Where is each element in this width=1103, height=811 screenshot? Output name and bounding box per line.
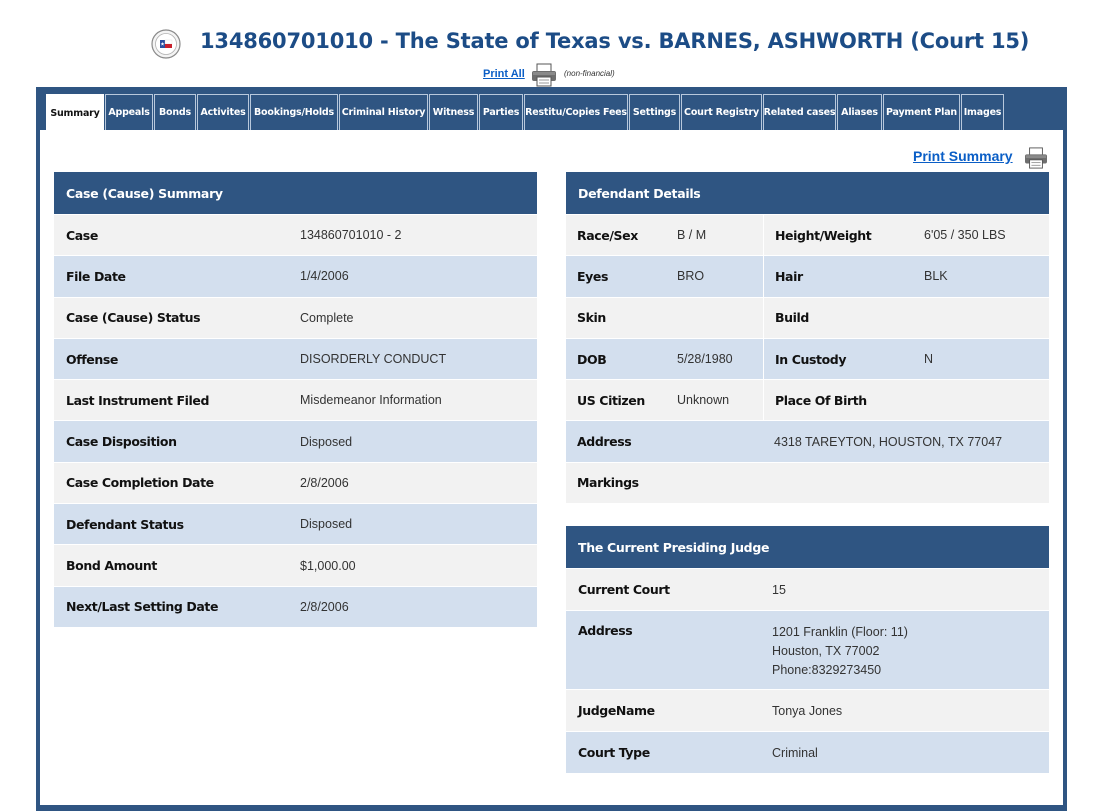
skin-label: Skin [577,310,606,326]
row-value: Disposed [300,517,353,532]
row-value: Disposed [300,434,353,449]
row-label: Case Completion Date [66,475,214,491]
place-of-birth-label: Place Of Birth [775,392,867,408]
row-label: Next/Last Setting Date [66,599,219,615]
table-row [566,297,1049,338]
case-summary-header: Case (Cause) Summary [54,172,537,214]
non-financial-note: (non-financial) [564,69,615,78]
court-type-label: Court Type [578,745,650,760]
tab-bookings-holds[interactable]: Bookings/Holds [250,94,338,130]
row-value: 1/4/2006 [300,269,349,284]
table-row [566,731,1049,773]
defendant-details-header: Defendant Details [566,172,1049,214]
judge-name-label: JudgeName [578,703,655,718]
tab-aliases[interactable]: Aliases [837,94,882,130]
judge-address-line: Houston, TX 77002 [772,644,880,658]
current-court-label: Current Court [578,582,670,597]
print-all-bar [483,62,683,88]
dob-value: 5/28/1980 [677,352,733,367]
tab-appeals[interactable]: Appeals [105,94,153,130]
tab-settings[interactable]: Settings [629,94,680,130]
page-title: 134860701010 - The State of Texas vs. BARNES, ASHWORTH (Court 15) [200,29,1030,53]
in-custody-value: N [924,352,934,367]
table-row [54,214,537,255]
table-row [566,338,1049,379]
table-row [566,610,1049,689]
build-label: Build [775,310,809,326]
tab-restitu-copies-fees[interactable]: Restitu/Copies Fees [524,94,628,130]
table-row [54,297,537,338]
tab-bonds[interactable]: Bonds [154,94,196,130]
case-summary-card [54,172,537,627]
us-citizen-label: US Citizen [577,392,645,408]
hair-value: BLK [924,269,948,284]
tab-payment-plan[interactable]: Payment Plan [883,94,960,130]
judge-address-line: 1201 Franklin (Floor: 11) [772,625,908,639]
row-value: Complete [300,310,354,325]
print-all-link[interactable]: Print All [483,68,525,80]
judge-name-value: Tonya Jones [772,703,843,718]
table-row [54,503,537,544]
race-sex-value: B / M [677,228,707,243]
table-row [54,255,537,296]
row-value: Misdemeanor Information [300,393,442,408]
address-value: 4318 TAREYTON, HOUSTON, TX 77047 [774,434,1003,449]
table-row [54,379,537,420]
row-label: Last Instrument Filed [66,392,210,408]
printer-icon[interactable] [1022,147,1050,169]
row-label: Case [66,227,98,243]
tab-images[interactable]: Images [961,94,1004,130]
tab-criminal-history[interactable]: Criminal History [339,94,428,130]
tab-summary[interactable]: Summary [46,94,104,131]
hair-label: Hair [775,268,803,284]
tab-activites[interactable]: Activites [197,94,249,130]
row-label: Offense [66,351,118,367]
row-value: $1,000.00 [300,558,356,573]
row-value: DISORDERLY CONDUCT [300,352,447,367]
eyes-label: Eyes [577,268,609,284]
table-row [566,214,1049,255]
texas-county-seal-icon [151,29,181,59]
table-row [54,338,537,379]
height-weight-label: Height/Weight [775,227,872,243]
row-label: Case Disposition [66,434,177,450]
presiding-judge-card [566,526,1049,773]
court-type-value: Criminal [772,745,818,760]
judge-phone: Phone:8329273450 [772,663,882,677]
table-row [566,420,1049,461]
tab-parties[interactable]: Parties [479,94,523,130]
current-court-value: 15 [772,582,786,597]
presiding-judge-header: The Current Presiding Judge [566,526,1049,568]
table-row [566,379,1049,420]
printer-icon[interactable] [530,63,558,87]
row-value: 2/8/2006 [300,599,349,614]
table-row [566,255,1049,296]
tab-witness[interactable]: Witness [429,94,478,130]
address-label: Address [577,434,632,450]
in-custody-label: In Custody [775,351,847,367]
markings-label: Markings [577,475,639,491]
judge-address-label: Address [578,623,633,638]
height-weight-value: 6'05 / 350 LBS [924,228,1006,243]
table-row [566,689,1049,731]
us-citizen-value: Unknown [677,393,730,408]
table-row [566,462,1049,503]
defendant-details-card [566,172,1049,503]
row-value: 134860701010 - 2 [300,228,402,243]
race-sex-label: Race/Sex [577,227,638,243]
table-row [566,568,1049,610]
table-row [54,462,537,503]
page-header [0,24,1103,64]
dob-label: DOB [577,351,607,367]
print-summary-link[interactable]: Print Summary [913,148,1013,164]
table-row [54,544,537,585]
row-label: Bond Amount [66,558,157,574]
eyes-value: BRO [677,269,705,284]
row-label: Defendant Status [66,516,184,532]
tab-related-cases[interactable]: Related cases [763,94,836,130]
judge-address-value [772,611,908,701]
row-label: Case (Cause) Status [66,310,201,326]
table-row [54,586,537,627]
row-value: 2/8/2006 [300,475,349,490]
row-label: File Date [66,268,126,284]
tab-court-registry[interactable]: Court Registry [681,94,762,130]
table-row [54,420,537,461]
